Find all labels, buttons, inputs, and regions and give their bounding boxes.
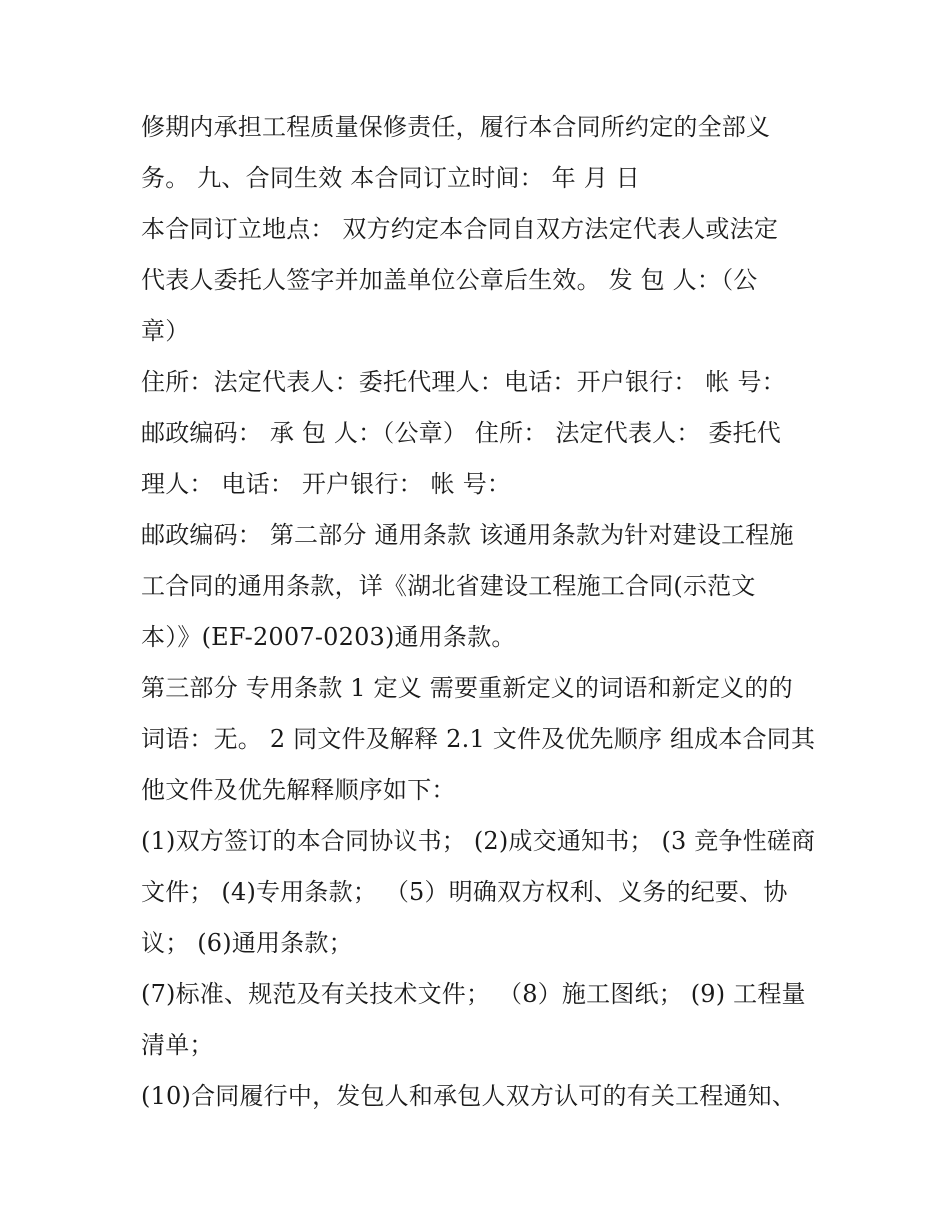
text-line: (10)合同履行中，发包人和承包人双方认可的有关工程通知、 <box>141 1082 797 1110</box>
text-line: 邮政编码： 承 包 人：（公章） 住所： 法定代表人： 委托代 <box>141 419 781 447</box>
text-line: (7)标准、规范及有关技术文件； （8）施工图纸； (9) 工程量 <box>141 980 806 1008</box>
text-line: 本合同订立地点： 双方约定本合同自双方法定代表人或法定 <box>141 215 779 243</box>
text-line: (1)双方签订的本合同协议书； (2)成交通知书； (3 竞争性磋商 <box>141 827 816 855</box>
text-line: 修期内承担工程质量保修责任，履行本合同所约定的全部义 <box>141 113 771 141</box>
text-line: 务。 九、合同生效 本合同订立时间： 年 月 日 <box>141 164 640 192</box>
text-line: 清单； <box>141 1031 214 1059</box>
text-line: 第三部分 专用条款 1 定义 需要重新定义的词语和新定义的的 <box>141 674 793 702</box>
text-line: 本）》(EF-2007-0203)通用条款。 <box>141 623 516 651</box>
text-line: 他文件及优先解释顺序如下： <box>141 776 456 804</box>
contract-text-body <box>141 102 821 1122</box>
text-line: 理人： 电话： 开户银行： 帐 号： <box>141 470 512 498</box>
text-line: 议； (6)通用条款； <box>141 929 353 957</box>
text-line: 代表人委托人签字并加盖单位公章后生效。 发 包 人：（公 <box>141 266 758 294</box>
text-line: 文件； (4)专用条款； （5）明确双方权利、义务的纪要、协 <box>141 878 788 906</box>
text-line: 住所：法定代表人：委托代理人：电话：开户银行： 帐 号： <box>141 368 786 396</box>
text-line: 工合同的通用条款，详《湖北省建设工程施工合同(示范文 <box>141 572 756 600</box>
text-line: 邮政编码： 第二部分 通用条款 该通用条款为针对建设工程施 <box>141 521 794 549</box>
text-line: 章） <box>141 317 190 345</box>
text-line: 词语：无。 2 同文件及解释 2.1 文件及优先顺序 组成本合同其 <box>141 725 816 753</box>
